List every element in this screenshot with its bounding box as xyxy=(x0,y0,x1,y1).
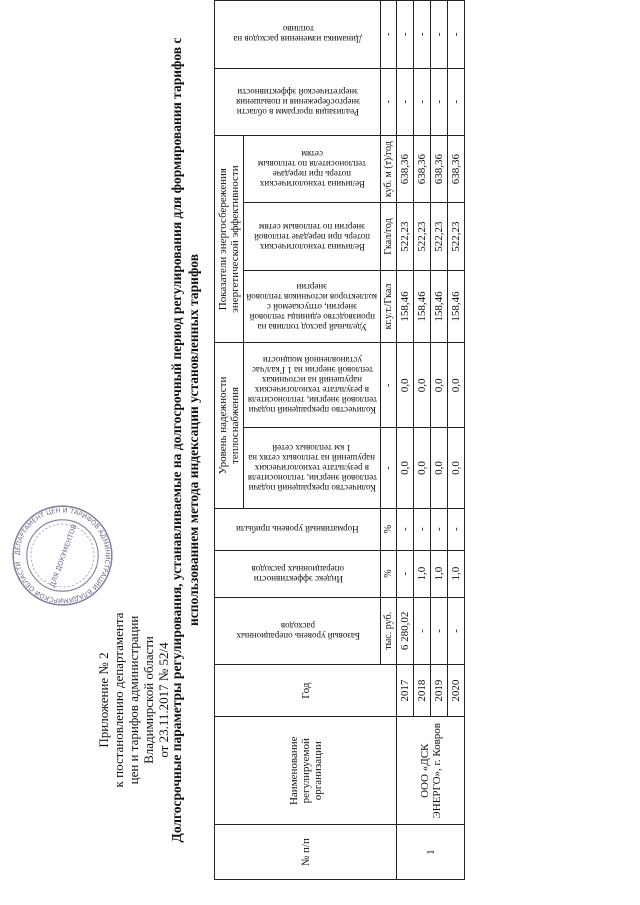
cell-base: 6 280,02 xyxy=(397,597,414,664)
unit-base: тыс. руб. xyxy=(381,597,397,664)
en-col3-label: Величина технологических потерь при передаче теплоносителя по тепловым сетям xyxy=(257,149,367,190)
stamp-ring-text: ДЕПАРТАМЕНТ ЦЕН И ТАРИФОВ АДМИНИСТРАЦИИ ВЛАДИМИРСКОЙ ОБЛАСТИ xyxy=(13,506,112,605)
unit-e1: кг.у.т./Гкал xyxy=(381,270,397,343)
cell-e2: 522,23 xyxy=(397,203,414,270)
appendix-line: к постановлению департамента xyxy=(111,612,126,788)
cell-r1: 0,0 xyxy=(448,428,465,508)
cell-e3: 638,36 xyxy=(431,135,448,202)
cell-base: - xyxy=(448,597,465,664)
cell-index: 1,0 xyxy=(414,550,431,597)
cell-program: - xyxy=(431,68,448,135)
cell-e1: 158,46 xyxy=(414,270,431,343)
reliability-group-header: Уровень надежности теплоснабжения xyxy=(215,343,244,508)
col-base-header xyxy=(215,597,381,664)
appendix-line: Приложение № 2 xyxy=(96,652,111,748)
cell-e1: 158,46 xyxy=(397,270,414,343)
col-org-header: Наименование регулируемой организации xyxy=(215,717,397,825)
cell-e2: 522,23 xyxy=(414,203,431,270)
base-opex-label: Базовый уровень операционных расходов xyxy=(235,620,360,641)
parameters-table xyxy=(214,0,465,880)
appendix-line: от 23.11.2017 № 52/4 xyxy=(156,642,171,758)
row-org: ООО «ДСК ЭНЕРГО», г. Ковров xyxy=(397,717,465,825)
official-stamp xyxy=(10,503,115,608)
col-r1-header xyxy=(244,428,381,508)
cell-index: - xyxy=(397,550,414,597)
cell-index: 1,0 xyxy=(448,550,465,597)
col-index-header xyxy=(215,550,381,597)
appendix-line: Владимирской области xyxy=(141,636,156,764)
cell-index: 1,0 xyxy=(431,550,448,597)
en-col2-label: Величина технологических потерь при передаче тепловой энергии по тепловым сетям xyxy=(254,221,370,252)
cell-r1: 0,0 xyxy=(397,428,414,508)
col-r2-header xyxy=(244,343,381,428)
cell-profit: - xyxy=(448,508,465,550)
cell-e2: 522,23 xyxy=(448,203,465,270)
col-e1-header xyxy=(244,270,381,343)
col-profit-header xyxy=(215,508,381,550)
cell-e1: 158,46 xyxy=(431,270,448,343)
appendix-line: цен и тарифов администрации xyxy=(126,615,141,785)
unit-e2: Гкал/год xyxy=(381,203,397,270)
col-fuel-header xyxy=(215,1,381,69)
col-year-header: Год xyxy=(215,665,397,717)
cell-profit: - xyxy=(397,508,414,550)
cell-r2: 0,0 xyxy=(414,343,431,428)
header-row-1 xyxy=(215,1,244,880)
cell-year: 2020 xyxy=(448,665,465,717)
norm-profit-label: Нормативный уровень прибыли xyxy=(236,524,359,535)
row-num: 1 xyxy=(397,825,465,880)
cell-base: - xyxy=(414,597,431,664)
cell-r2: 0,0 xyxy=(397,343,414,428)
cell-fuel: - xyxy=(431,1,448,69)
fuel-dynamics-label: Динамика изменения расходов на топливо xyxy=(233,24,362,45)
cell-base: - xyxy=(431,597,448,664)
cell-e2: 522,23 xyxy=(431,203,448,270)
stamp-center-text: ДЛЯ ДОКУМЕНТОВ xyxy=(48,523,79,589)
rel-col2-label: Количество прекращений подачи тепловой энергии, теплоносителя в результате технологических нарушений на источниках тепловой энергии на 1 Гкал/час установленной мощности xyxy=(247,355,377,416)
cell-r1: 0,0 xyxy=(414,428,431,508)
cell-program: - xyxy=(397,68,414,135)
unit-r1: - xyxy=(381,428,397,508)
cell-profit: - xyxy=(431,508,448,550)
cell-e3: 638,36 xyxy=(397,135,414,202)
cell-program: - xyxy=(414,68,431,135)
cell-fuel: - xyxy=(397,1,414,69)
rel-col1-label: Количество прекращений подачи тепловой энергии, теплоносителя в результате технологических нарушений на тепловых сетях на 1 км тепловых сетей xyxy=(247,443,377,494)
cell-r2: 0,0 xyxy=(431,343,448,428)
cell-year: 2019 xyxy=(431,665,448,717)
col-program-header xyxy=(215,68,381,135)
table-row xyxy=(397,1,414,880)
col-e3-header xyxy=(244,135,381,202)
cell-r2: 0,0 xyxy=(448,343,465,428)
cell-r1: 0,0 xyxy=(431,428,448,508)
unit-r2: - xyxy=(381,343,397,428)
cell-e3: 638,36 xyxy=(448,135,465,202)
unit-program: - xyxy=(381,68,397,135)
efficiency-index-label: Индекс эффективности операционных расходов xyxy=(251,563,344,584)
cell-e3: 638,36 xyxy=(414,135,431,202)
program-label: Реализация программ в области энергосбережения и повышения энергетической эффективности xyxy=(235,86,360,117)
cell-program: - xyxy=(448,68,465,135)
unit-index: % xyxy=(381,550,397,597)
col-e2-header xyxy=(244,203,381,270)
cell-year: 2018 xyxy=(414,665,431,717)
col-num-header: № п/п xyxy=(215,825,397,880)
document-title: Долгосрочные параметры регулирования, устанавливаемые на долгосрочный период регулирования для формирования тарифов с использованием метода индексации установленных тарифов xyxy=(169,37,201,843)
cell-e1: 158,46 xyxy=(448,270,465,343)
unit-e3: куб. м (т)/год xyxy=(381,135,397,202)
unit-profit: % xyxy=(381,508,397,550)
cell-fuel: - xyxy=(448,1,465,69)
energy-group-header: Показатели энергосбережения энергетической эффективности xyxy=(215,135,244,342)
cell-profit: - xyxy=(414,508,431,550)
cell-fuel: - xyxy=(414,1,431,69)
en-col1-label: Удельный расход топлива на производство единицы тепловой энергии, отпускаемой с коллекторов источников тепловой энергии xyxy=(246,281,378,332)
unit-fuel: - xyxy=(381,1,397,69)
cell-year: 2017 xyxy=(397,665,414,717)
